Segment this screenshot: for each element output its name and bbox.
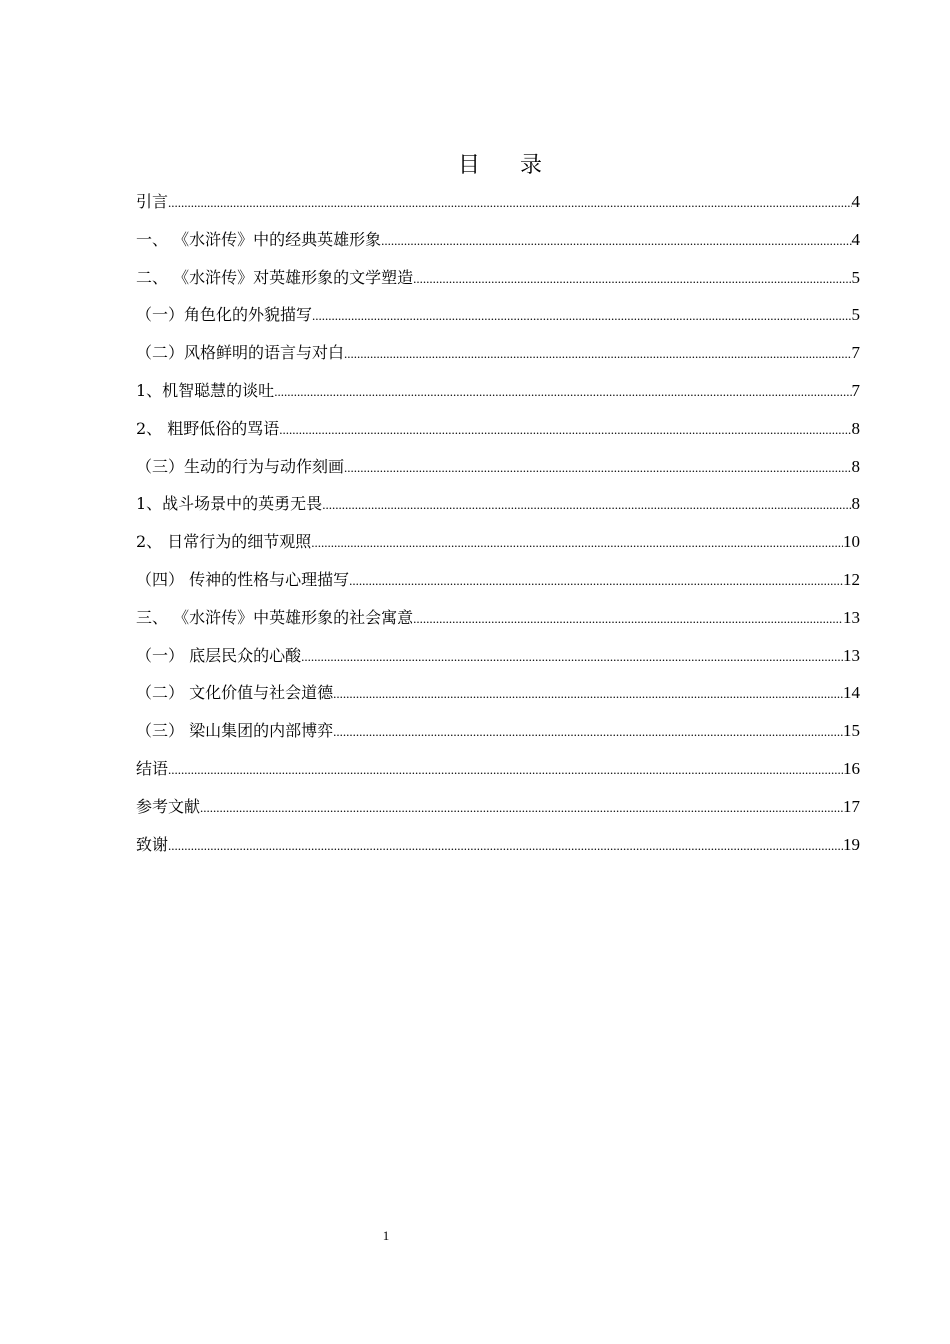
toc-entry[interactable] bbox=[136, 338, 860, 376]
toc-dot-leader bbox=[279, 415, 851, 445]
toc-entry-label: 结语 bbox=[136, 758, 169, 778]
toc-entry[interactable] bbox=[136, 641, 860, 679]
toc-title-part2: 录 bbox=[520, 153, 543, 178]
toc-entry-label: 参考文献 bbox=[136, 796, 201, 816]
toc-entry-label: （一）角色化的外貌描写 bbox=[136, 305, 313, 325]
toc-entry-label: 引言 bbox=[136, 192, 169, 211]
toc-entry-label: 三、 《水浒传》中英雄形象的社会寓意 bbox=[136, 607, 414, 627]
toc-entry-label: （一） 底层民众的心酸 bbox=[136, 645, 302, 665]
toc-entry[interactable] bbox=[136, 263, 860, 301]
toc-dot-leader bbox=[344, 339, 851, 369]
toc-entry-page: 19 bbox=[843, 834, 860, 854]
toc-dot-leader bbox=[311, 528, 843, 558]
toc-entry-page: 5 bbox=[851, 267, 860, 287]
toc-dot-leader bbox=[301, 642, 843, 672]
toc-entry-page: 8 bbox=[851, 456, 860, 476]
toc-title-part1: 目 bbox=[457, 153, 480, 178]
toc-entry-page: 7 bbox=[851, 380, 860, 400]
toc-entry-page: 10 bbox=[843, 532, 860, 552]
toc-dot-leader bbox=[333, 717, 843, 747]
toc-entry[interactable] bbox=[136, 527, 860, 565]
toc-entry-label: 致谢 bbox=[136, 834, 169, 854]
toc-entry-label: （二） 文化价值与社会道德 bbox=[136, 683, 334, 703]
toc-entry[interactable] bbox=[136, 603, 860, 641]
toc-entry[interactable] bbox=[136, 225, 860, 263]
toc-dot-leader bbox=[344, 453, 851, 483]
toc-entry[interactable] bbox=[136, 792, 860, 830]
toc-entry-label: 2、 粗野低俗的骂语 bbox=[136, 418, 280, 438]
toc-dot-leader bbox=[349, 566, 843, 596]
toc-entry[interactable] bbox=[136, 565, 860, 603]
toc-entry[interactable] bbox=[136, 716, 860, 754]
toc-entry-page: 13 bbox=[843, 607, 860, 627]
toc-dot-leader bbox=[322, 490, 851, 520]
toc-entry-page: 16 bbox=[843, 758, 860, 778]
toc-entry-label: （三） 梁山集团的内部博弈 bbox=[136, 721, 334, 741]
toc-dot-leader bbox=[381, 226, 851, 256]
toc-entry-label: 1、战斗场景中的英勇无畏 bbox=[136, 494, 323, 514]
toc-entry[interactable] bbox=[136, 489, 860, 527]
toc-entry-page: 7 bbox=[851, 343, 860, 363]
toc-entry[interactable] bbox=[136, 452, 860, 490]
toc-entry-page: 17 bbox=[843, 796, 860, 816]
toc-entry[interactable] bbox=[136, 187, 860, 225]
toc-entry-label: （三）生动的行为与动作刻画 bbox=[136, 456, 345, 476]
toc-title bbox=[0, 148, 950, 179]
toc-dot-leader bbox=[312, 301, 851, 331]
toc-dot-leader bbox=[274, 377, 851, 407]
toc-entry-label: 一、 《水浒传》中的经典英雄形象 bbox=[136, 229, 382, 249]
toc-entry-page: 4 bbox=[851, 229, 860, 249]
page-number: 1 bbox=[382, 1228, 390, 1243]
toc-entry-label: （二）风格鲜明的语言与对白 bbox=[136, 343, 345, 363]
toc-dot-leader bbox=[200, 793, 843, 823]
toc-entry-page: 8 bbox=[851, 494, 860, 514]
toc-entry-page: 8 bbox=[851, 418, 860, 438]
toc-entry-page: 5 bbox=[851, 305, 860, 325]
toc-entry-page: 15 bbox=[843, 721, 860, 741]
toc-entry[interactable] bbox=[136, 678, 860, 716]
toc-dot-leader bbox=[413, 604, 843, 634]
table-of-contents bbox=[136, 187, 860, 867]
toc-dot-leader bbox=[413, 264, 851, 294]
toc-entry[interactable] bbox=[136, 754, 860, 792]
toc-dot-leader bbox=[168, 188, 851, 218]
toc-dot-leader bbox=[168, 831, 843, 861]
toc-entry-page: 14 bbox=[843, 683, 860, 703]
toc-dot-leader bbox=[333, 679, 843, 709]
toc-entry[interactable] bbox=[136, 414, 860, 452]
toc-entry-label: （四） 传神的性格与心理描写 bbox=[136, 569, 350, 589]
toc-dot-leader bbox=[168, 755, 843, 785]
toc-entry-label: 二、 《水浒传》对英雄形象的文学塑造 bbox=[136, 267, 414, 287]
toc-entry[interactable] bbox=[136, 300, 860, 338]
toc-entry-page: 4 bbox=[851, 192, 860, 211]
toc-entry-page: 12 bbox=[843, 569, 860, 589]
toc-entry[interactable] bbox=[136, 376, 860, 414]
toc-entry-label: 1、机智聪慧的谈吐 bbox=[136, 380, 275, 400]
toc-entry[interactable] bbox=[136, 830, 860, 868]
toc-entry-page: 13 bbox=[843, 645, 860, 665]
toc-entry-label: 2、 日常行为的细节观照 bbox=[136, 532, 312, 552]
